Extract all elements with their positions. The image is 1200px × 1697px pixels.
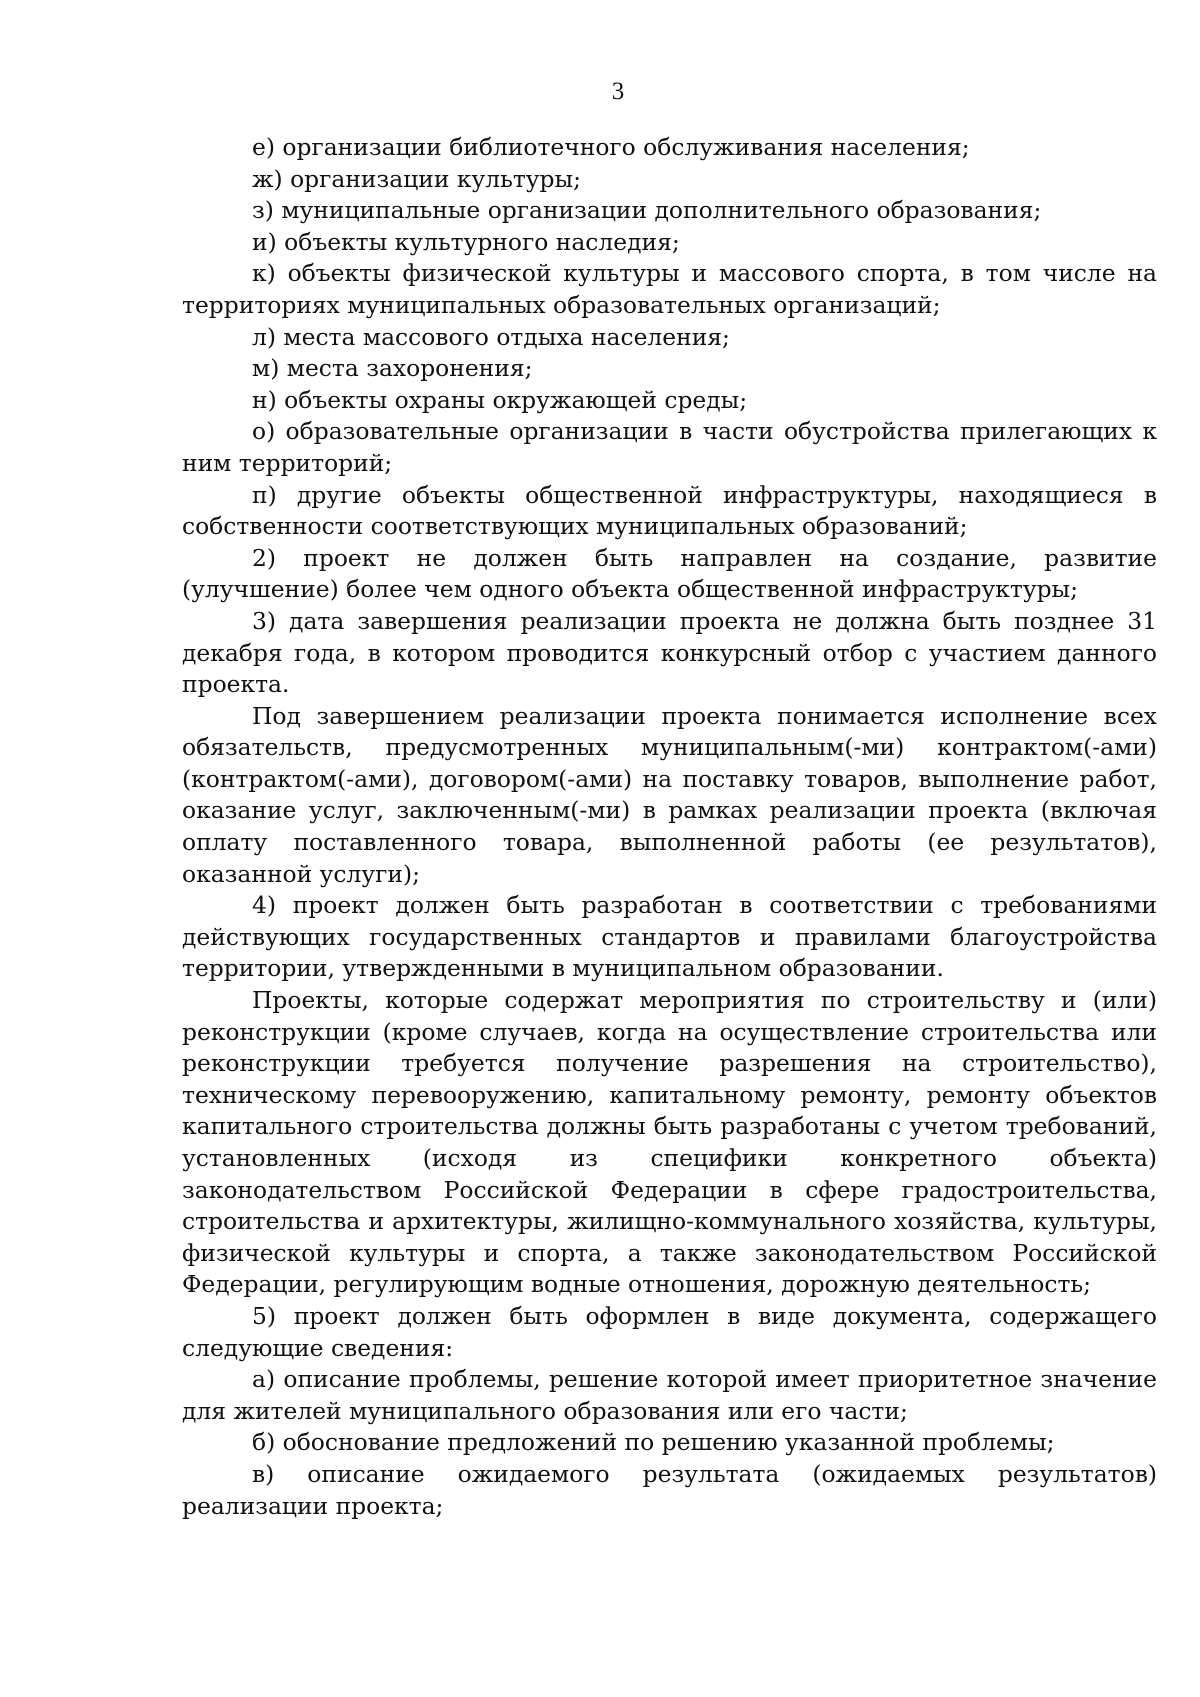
list-item-zh: ж) организации культуры; <box>252 164 582 193</box>
list-item-i: и) объекты культурного наследия; <box>252 227 680 256</box>
document-body <box>182 132 1157 1522</box>
list-item-k: к) объекты физической культуры и массового спорта, в том числе на территориях муниципальных образовательных организаций; <box>182 259 1157 319</box>
completion-definition: Под завершением реализации проекта понимается исполнение всех обязательств, предусмотренных муниципальным(-ми) контрактом(-ами) (контрактом(-ами), договором(-ами) на поставку товаров, выполнение работ, оказание услуг, заключенным(-ми) в рамках реализации проекта (включая оплату поставленного товара, выполненной работы (ее результатов), оказанной услуги); <box>182 701 1157 888</box>
list-item-n: н) объекты охраны окружающей среды; <box>252 385 748 414</box>
page-number: 3 <box>611 78 625 105</box>
list-item-m: м) места захоронения; <box>252 354 533 383</box>
list-item-p: п) другие объекты общественной инфраструктуры, находящиеся в собственности соответствующих муниципальных образований; <box>182 480 1157 541</box>
requirement-3: 3) дата завершения реализации проекта не должна быть позднее 31 декабря года, в котором проводится конкурсный отбор с участием данного проекта. <box>182 606 1157 699</box>
list-item-e: е) организации библиотечного обслуживания населения; <box>252 133 970 161</box>
list-item-o: о) образовательные организации в части обустройства прилегающих к ним территорий; <box>182 417 1157 477</box>
list-item-l: л) места массового отдыха населения; <box>252 322 730 351</box>
sublist-item-v: в) описание ожидаемого результата (ожидаемых результатов) реализации проекта; <box>182 1459 1157 1520</box>
requirement-2: 2) проект не должен быть направлен на создание, развитие (улучшение) более чем одного объекта общественной инфраструктуры; <box>182 543 1157 604</box>
list-item-z: з) муниципальные организации дополнительного образования; <box>252 196 1042 225</box>
requirement-5: 5) проект должен быть оформлен в виде документа, содержащего следующие сведения: <box>182 1301 1157 1362</box>
construction-projects-paragraph: Проекты, которые содержат мероприятия по строительству и (или) реконструкции (кроме случаев, когда на осуществление строительства или реконструкции требуется получение разрешения на строительство), техническому перевооружению, капитальному ремонту, ремонту объектов капитального строительства должны быть разработаны с учетом требований, установленных (исходя из специфики конкретного объекта) законодательством Российской Федерации в сфере градостроительства, строительства и архитектуры, жилищно-коммунального хозяйства, культуры, физической культуры и спорта, а также законодательством Российской Федерации, регулирующим водные отношения, дорожную деятельность; <box>182 986 1157 1299</box>
sublist-item-a: а) описание проблемы, решение которой имеет приоритетное значение для жителей муниципального образования или его части; <box>182 1365 1157 1425</box>
requirement-4: 4) проект должен быть разработан в соответствии с требованиями действующих государственных стандартов и правилами благоустройства территории, утвержденными в муниципальном образовании. <box>182 891 1157 983</box>
sublist-item-b: б) обоснование предложений по решению указанной проблемы; <box>252 1428 1055 1457</box>
